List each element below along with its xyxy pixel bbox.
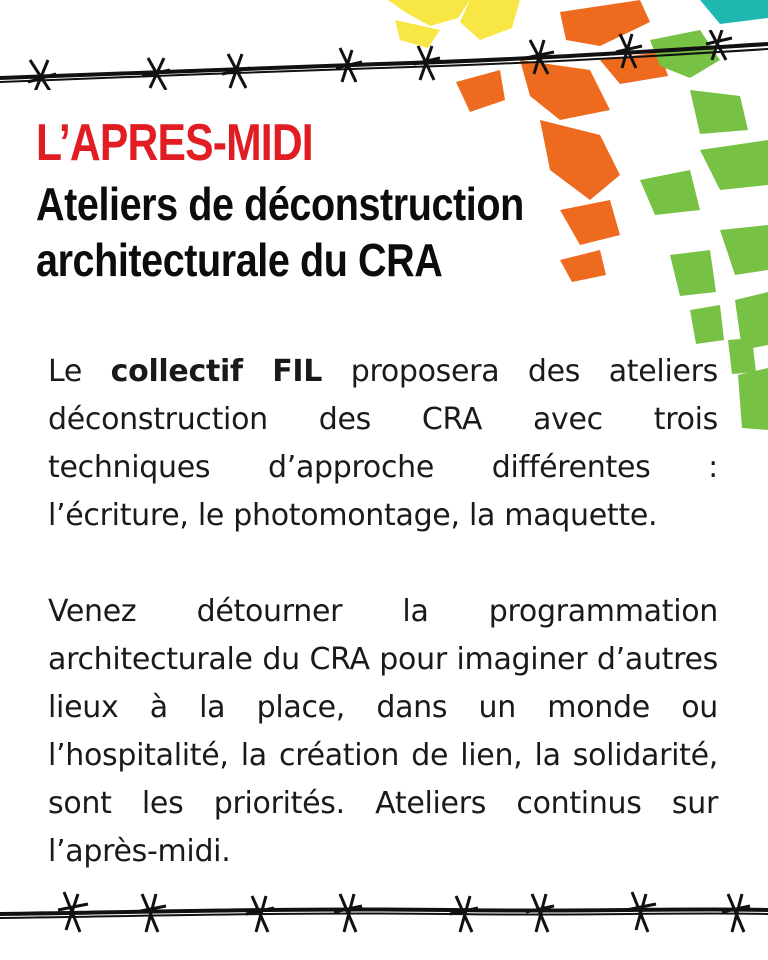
barbed-wire-bottom-icon — [0, 888, 768, 948]
collective-name: collectif FIL — [110, 354, 323, 389]
paragraph-invitation: Venez détourner la programmation architecturale du CRA pour imaginer d’autres lieux à la place, dans un monde ou l’hospitalité, la création de lien, la solidarité, sont les priorités. Ateliers continus sur l’après-midi. — [48, 594, 718, 869]
teal-paint-strokes — [700, 0, 768, 24]
description-text — [48, 348, 718, 876]
barbed-wire-top-icon — [0, 30, 768, 90]
paragraph-intro — [48, 348, 718, 540]
page-title: Ateliers de déconstruction architecturale du CRA — [36, 178, 524, 286]
paragraph-intro-prefix: Le — [48, 354, 111, 389]
heading-block — [36, 112, 676, 288]
kicker-label: L’APRES-MIDI — [36, 114, 313, 172]
paragraph-intro-rest: proposera des ateliers déconstruction des CRA avec trois techniques d’approche différentes : l’écriture, le photomontage, la maquette. — [48, 354, 719, 533]
